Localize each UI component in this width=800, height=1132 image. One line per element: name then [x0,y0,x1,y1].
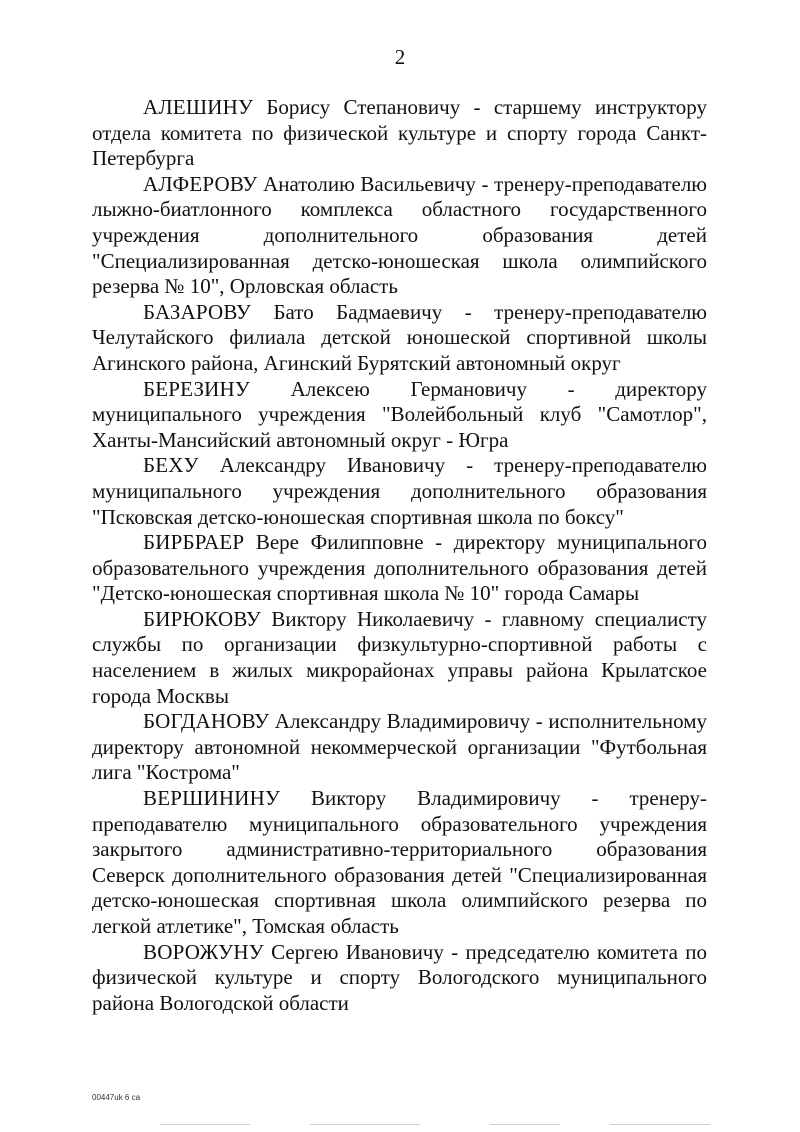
recipient-surname: БОГДАНОВУ [143,709,270,734]
recipient-details: Алексею Германовичу - директору муниципального учреждения "Волейбольный клуб "Самотлор", Ханты-Мансийский автономный округ - Югра [92,376,707,452]
award-entry [92,530,707,607]
recipient-details: Александру Владимировичу - исполнительному директору автономной некоммерческой организации "Футбольная лига "Кострома" [92,709,707,785]
recipient-surname: АЛФЕРОВУ [143,171,258,196]
recipient-surname: БИРБРАЕР [143,530,245,555]
recipient-details: Анатолию Васильевичу - тренеру-преподавателю лыжно-биатлонного комплекса областного государственного учреждения дополнительного образования детей "Специализированная детско-юношеская школа олимпийского резерва № 10", Орловская область [92,171,707,299]
recipient-surname: ВОРОЖУНУ [143,939,264,964]
recipient-details: Александру Ивановичу - тренеру-преподавателю муниципального учреждения дополнительного образования "Псковская детско-юношеская спортивная школа по боксу" [92,453,707,529]
recipient-surname: БАЗАРОВУ [143,299,251,324]
scan-mark [610,1124,710,1125]
recipient-details: Виктору Владимировичу - тренеру-преподавателю муниципального образовательного учреждения закрытого административно-территориального образования Северск дополнительного образования детей "Специализированная детско-юношеская спортивная школа олимпийского резерва по легкой атлетике", Томская область [92,786,707,938]
recipient-details: Вере Филипповне - директору муниципального образовательного учреждения дополнительного образования детей "Детско-юношеская спортивная школа № 10" города Самары [92,530,707,606]
award-entry [92,377,707,454]
recipient-details: Борису Степановичу - старшему инструктору отдела комитета по физической культуре и спорту города Санкт-Петербурга [92,95,707,171]
scan-mark [310,1124,420,1125]
award-entry [92,940,707,1017]
scan-mark [490,1124,560,1125]
recipient-details: Сергею Ивановичу - председателю комитета по физической культуре и спорту Вологодского муниципального района Вологодской области [92,939,707,1015]
award-entry [92,300,707,377]
recipient-details: Виктору Николаевичу - главному специалисту службы по организации физкультурно-спортивной работы с населением в жилых микрорайонах управы района Крылатское города Москвы [92,606,707,708]
award-entry [92,95,707,172]
recipient-surname: БЕХУ [143,453,199,478]
recipient-details: Бато Бадмаевичу - тренеру-преподавателю Челутайского филиала детской юношеской спортивной школы Агинского района, Агинский Бурятский автономный округ [92,299,707,375]
award-entry [92,709,707,786]
scan-mark [160,1124,250,1125]
award-entry [92,172,707,300]
recipient-surname: БЕРЕЗИНУ [143,376,250,401]
document-code: 00447uk 6 ca [92,1093,141,1102]
scan-artifact-lines [160,1124,720,1128]
recipient-surname: АЛЕШИНУ [143,95,254,119]
recipient-surname: БИРЮКОВУ [143,606,261,631]
award-entry [92,786,707,940]
award-entry [92,607,707,709]
page-number: 2 [394,45,406,69]
award-list [92,95,707,1016]
award-entry [92,453,707,530]
recipient-surname: ВЕРШИНИНУ [143,786,281,811]
